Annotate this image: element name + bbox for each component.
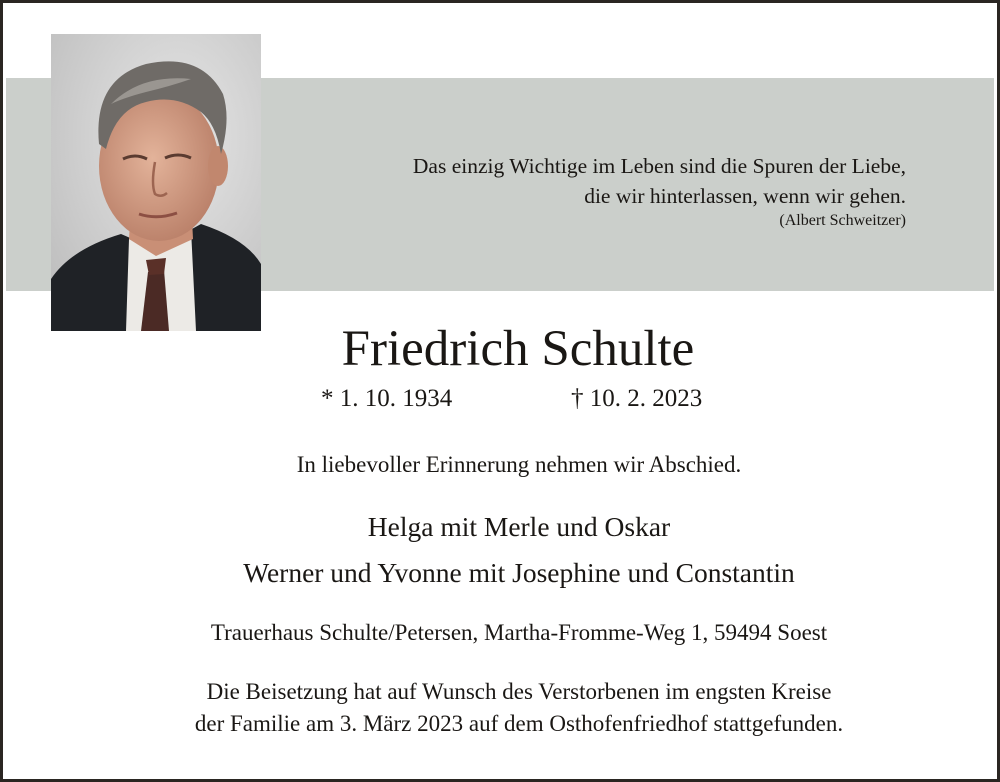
deceased-name: Friedrich Schulte [341, 321, 695, 377]
burial-line-2: der Familie am 3. März 2023 auf dem Osthofenfriedhof stattgefunden. [194, 711, 844, 736]
burial-line-1: Die Beisetzung hat auf Wunsch des Verstorbenen im engsten Kreise [206, 679, 832, 704]
mourning-address: Trauerhaus Schulte/Petersen, Martha-Fromme-Weg 1, 59494 Soest [210, 620, 828, 645]
quote-line-2: die wir hinterlassen, wenn wir gehen. [584, 184, 906, 208]
death-date: † 10. 2. 2023 [571, 385, 703, 412]
burial-notice [3, 676, 997, 740]
portrait-photo [51, 34, 261, 331]
quote-line-1: Das einzig Wichtige im Leben sind die Spuren der Liebe, [412, 154, 906, 178]
family-line-2: Werner und Yvonne mit Josephine und Constantin [243, 557, 795, 588]
quote-source: (Albert Schweitzer) [779, 212, 906, 229]
quote [413, 151, 906, 231]
farewell-text: In liebevoller Erinnerung nehmen wir Abschied. [296, 452, 742, 477]
family-line-1: Helga mit Merle und Oskar [367, 511, 671, 542]
birth-date: * 1. 10. 1934 [321, 385, 453, 412]
